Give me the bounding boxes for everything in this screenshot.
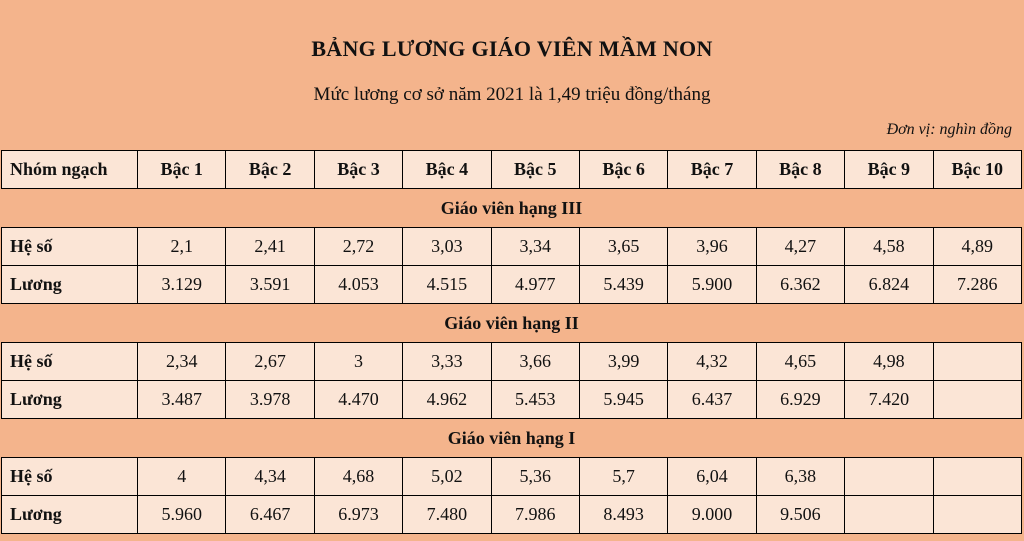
row-label: Hệ số [2, 228, 138, 266]
table-cell: 5.945 [579, 381, 667, 419]
table-cell: 7.286 [933, 266, 1021, 304]
table-cell: 4 [138, 458, 226, 496]
table-cell: 4,27 [756, 228, 844, 266]
table-cell: 2,1 [138, 228, 226, 266]
table-row [2, 458, 1022, 496]
table-cell: 4.053 [314, 266, 402, 304]
table-cell: 4.977 [491, 266, 579, 304]
group-row [2, 419, 1022, 458]
table-cell [933, 496, 1021, 534]
table-cell: 5.900 [668, 266, 756, 304]
table-cell: 3,34 [491, 228, 579, 266]
table-cell: 3,99 [579, 343, 667, 381]
row-label: Hệ số [2, 343, 138, 381]
group-row [2, 189, 1022, 228]
table-cell: 7.420 [845, 381, 933, 419]
table-cell: 4,58 [845, 228, 933, 266]
table-row [2, 228, 1022, 266]
table-cell: 3,96 [668, 228, 756, 266]
table-cell: 3 [314, 343, 402, 381]
table-cell: 6,38 [756, 458, 844, 496]
table-cell: 3.591 [226, 266, 314, 304]
group-title: Giáo viên hạng II [2, 304, 1022, 343]
salary-table [1, 150, 1022, 534]
table-row [2, 381, 1022, 419]
row-label: Lương [2, 381, 138, 419]
header-level-7: Bậc 7 [668, 151, 756, 189]
table-cell: 8.493 [579, 496, 667, 534]
table-cell: 7.480 [403, 496, 491, 534]
page-subtitle: Mức lương cơ sở năm 2021 là 1,49 triệu đồng/tháng [313, 84, 711, 105]
unit-note: Đơn vị: nghìn đồng [886, 121, 1012, 138]
table-cell [933, 381, 1021, 419]
table-cell: 3,65 [579, 228, 667, 266]
header-level-9: Bậc 9 [845, 151, 933, 189]
table-cell: 4.515 [403, 266, 491, 304]
table-cell: 3.129 [138, 266, 226, 304]
group-title: Giáo viên hạng III [2, 189, 1022, 228]
table-cell: 5,36 [491, 458, 579, 496]
table-cell: 5,02 [403, 458, 491, 496]
row-label: Lương [2, 266, 138, 304]
table-cell: 5.960 [138, 496, 226, 534]
row-label: Lương [2, 496, 138, 534]
table-cell: 6,04 [668, 458, 756, 496]
table-cell: 2,72 [314, 228, 402, 266]
table-cell: 4,68 [314, 458, 402, 496]
table-cell: 2,34 [138, 343, 226, 381]
header-level-1: Bậc 1 [138, 151, 226, 189]
table-cell: 5.453 [491, 381, 579, 419]
table-cell: 6.824 [845, 266, 933, 304]
table-cell: 4,34 [226, 458, 314, 496]
table-cell [845, 458, 933, 496]
table-cell [845, 496, 933, 534]
table-cell: 6.973 [314, 496, 402, 534]
header-level-2: Bậc 2 [226, 151, 314, 189]
header-level-6: Bậc 6 [579, 151, 667, 189]
table-cell: 3,03 [403, 228, 491, 266]
table-cell: 9.000 [668, 496, 756, 534]
table-cell: 5.439 [579, 266, 667, 304]
table-cell: 3,33 [403, 343, 491, 381]
table-cell: 4.962 [403, 381, 491, 419]
table-cell: 5,7 [579, 458, 667, 496]
table-cell: 2,41 [226, 228, 314, 266]
table-cell: 7.986 [491, 496, 579, 534]
table-cell: 3,66 [491, 343, 579, 381]
header-level-4: Bậc 4 [403, 151, 491, 189]
table-cell [933, 343, 1021, 381]
group-title: Giáo viên hạng I [2, 419, 1022, 458]
header-row [2, 151, 1022, 189]
table-cell [933, 458, 1021, 496]
table-cell: 2,67 [226, 343, 314, 381]
table-cell: 6.929 [756, 381, 844, 419]
table-cell: 4.470 [314, 381, 402, 419]
table-cell: 9.506 [756, 496, 844, 534]
table-row [2, 496, 1022, 534]
page-title: BẢNG LƯƠNG GIÁO VIÊN MẦM NON [311, 36, 713, 61]
table-row [2, 343, 1022, 381]
row-label: Hệ số [2, 458, 138, 496]
header-level-8: Bậc 8 [756, 151, 844, 189]
table-cell: 4,98 [845, 343, 933, 381]
table-cell: 4,65 [756, 343, 844, 381]
table-cell: 4,32 [668, 343, 756, 381]
header-level-3: Bậc 3 [314, 151, 402, 189]
table-cell: 3.487 [138, 381, 226, 419]
table-cell: 6.362 [756, 266, 844, 304]
header-level-5: Bậc 5 [491, 151, 579, 189]
header-group-label: Nhóm ngạch [2, 151, 138, 189]
table-cell: 6.437 [668, 381, 756, 419]
group-row [2, 304, 1022, 343]
table-cell: 3.978 [226, 381, 314, 419]
header-level-10: Bậc 10 [933, 151, 1021, 189]
table-row [2, 266, 1022, 304]
table-cell: 6.467 [226, 496, 314, 534]
table-cell: 4,89 [933, 228, 1021, 266]
